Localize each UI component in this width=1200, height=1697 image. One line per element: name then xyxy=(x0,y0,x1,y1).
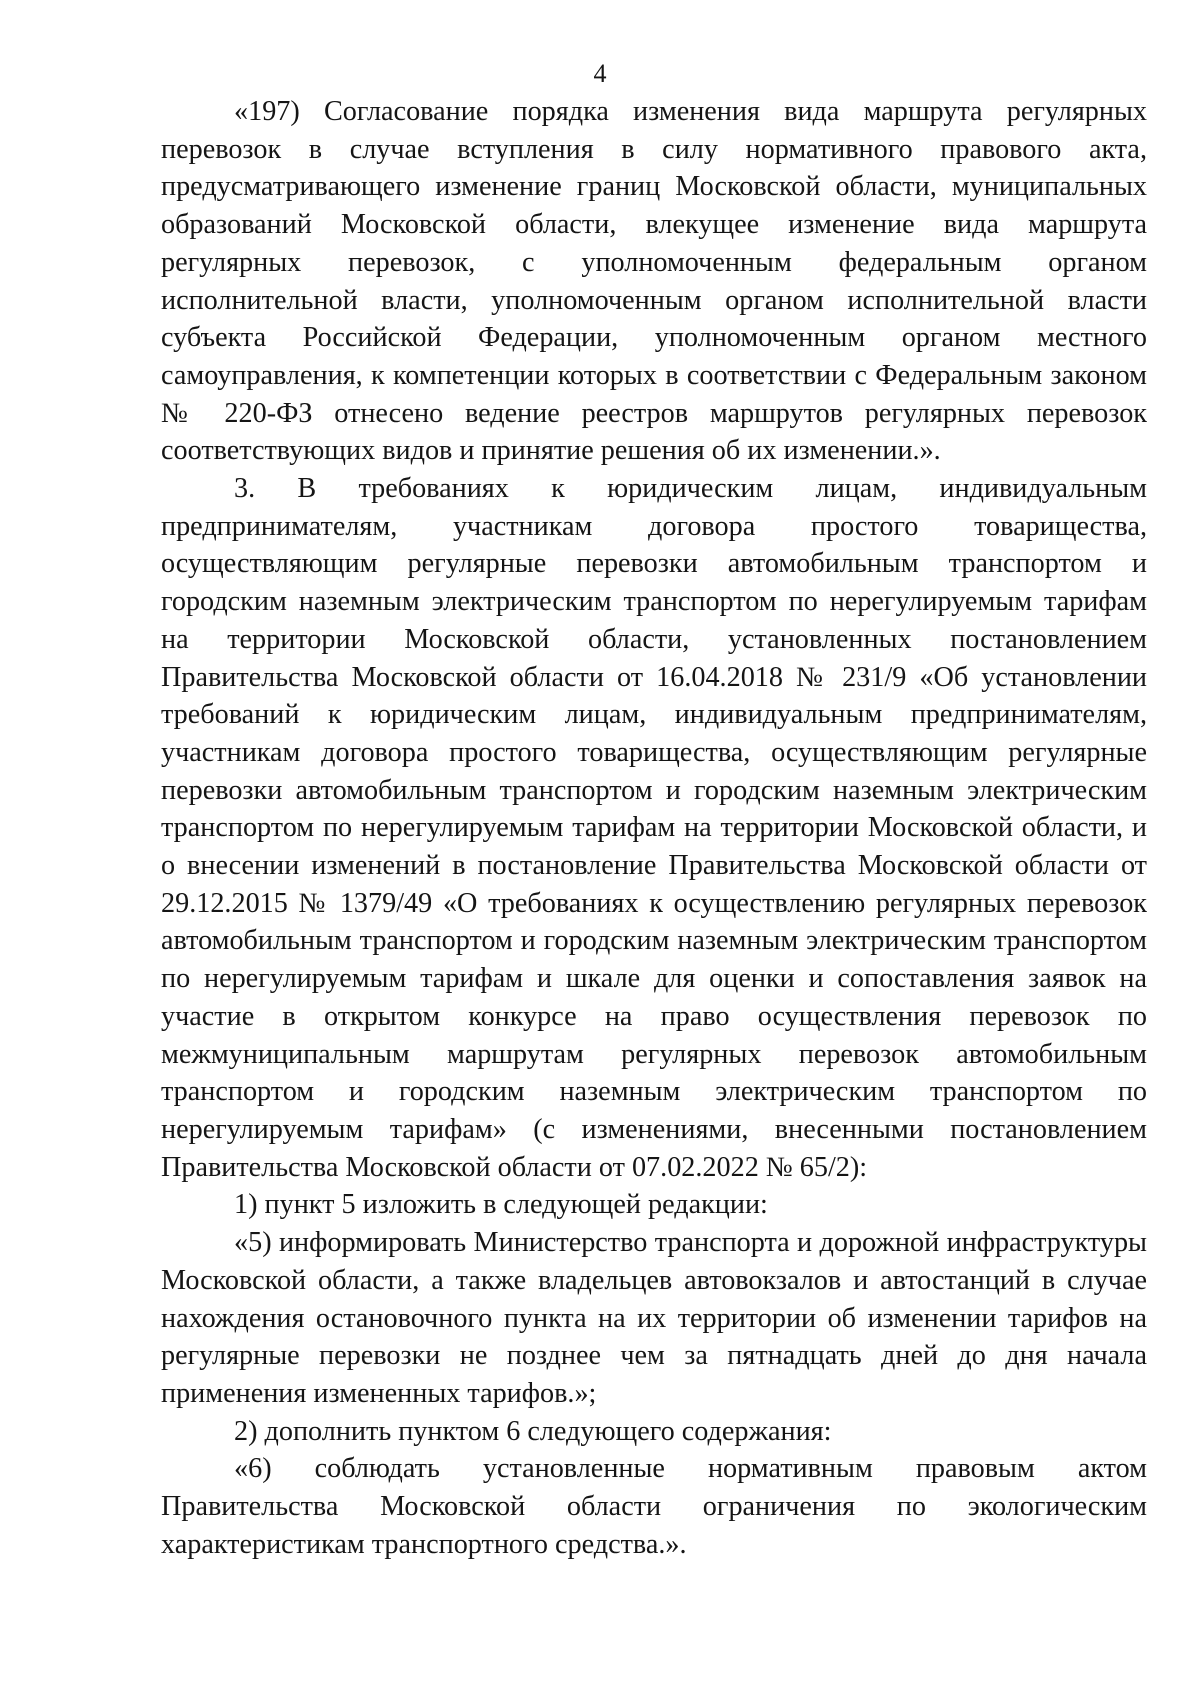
paragraph-subitem-1: 1) пункт 5 изложить в следующей редакции: xyxy=(234,1189,768,1221)
paragraph-item-6-text: «6) соблюдать установленные нормативным правовым актом Правительства Московской области ограничения по экологическим характеристикам транспортного средства.». xyxy=(161,1453,1147,1560)
paragraph-item-197: «197) Согласование порядка изменения вида маршрута регулярных перевозок в случае вступления в силу нормативного правового акта, предусматривающего изменение границ Московской области, муниципальных образований Московской области, влекущее изменение вида маршрута регулярных перевозок, с уполномоченным федеральным органом исполнительной власти, уполномоченным органом исполнительной власти субъекта Российской Федерации, уполномоченным органом местного самоуправления, к компетенции которых в соответствии с Федеральным законом № 220-ФЗ отнесено ведение реестров маршрутов регулярных перевозок соответствующих видов и принятие решения об их изменении.». xyxy=(161,96,1147,467)
paragraph-section-3: 3. В требованиях к юридическим лицам, индивидуальным предпринимателям, участникам договора простого товарищества, осуществляющим регулярные перевозки автомобильным транспортом и городским наземным электрическим транспортом по нерегулируемым тарифам на территории Московской области, установленных постановлением Правительства Московской области от 16.04.2018 № 231/9 «Об установлении требований к юридическим лицам, индивидуальным предпринимателям, участникам договора простого товарищества, осуществляющим регулярные перевозки автомобильным транспортом и городским наземным электрическим транспортом по нерегулируемым тарифам на территории Московской области, и о внесении изменений в постановление Правительства Московской области от 29.12.2015 № 1379/49 «О требованиях к осуществлению регулярных перевозок автомобильным транспортом и городским наземным электрическим транспортом по нерегулируемым тарифам и шкале для оценки и сопоставления заявок на участие в открытом конкурсе на право осуществления перевозок по межмуниципальным маршрутам регулярных перевозок автомобильным транспортом и городским наземным электрическим транспортом по нерегулируемым тарифам» (с изменениями, внесенными постановлением Правительства Московской области от 07.02.2022 № 65/2): xyxy=(161,473,1147,1183)
paragraph-subitem-2: 2) дополнить пунктом 6 следующего содержания: xyxy=(234,1415,832,1447)
paragraph-item-5-text: «5) информировать Министерство транспорта и дорожной инфраструктуры Московской области, а также владельцев автовокзалов и автостанций в случае нахождения остановочного пункта на их территории об изменении тарифов на регулярные перевозки не позднее чем за пятнадцать дней до дня начала применения измененных тарифов.»; xyxy=(161,1227,1147,1409)
document-body xyxy=(161,93,1147,1563)
page-number: 4 xyxy=(593,59,607,88)
